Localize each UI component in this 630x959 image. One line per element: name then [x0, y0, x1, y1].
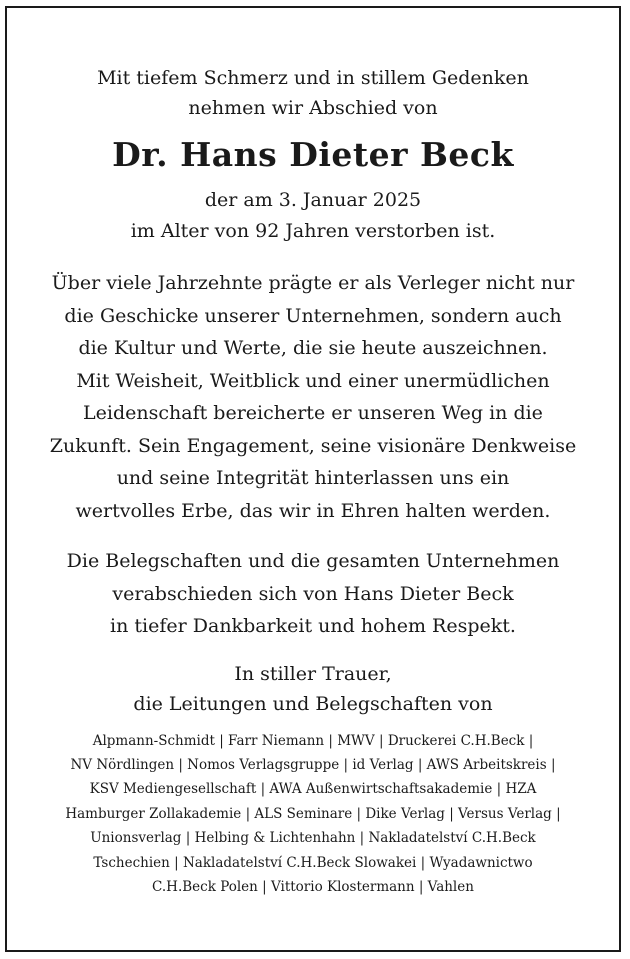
- tribute-line: die Kultur und Werte, die sie heute auszeichnen.: [78, 337, 548, 359]
- farewell-line: Die Belegschaften und die gesamten Unternehmen: [66, 550, 560, 572]
- farewell-paragraph: [21, 545, 605, 643]
- tribute-line: Über viele Jahrzehnte prägte er als Verleger nicht nur: [51, 272, 575, 294]
- obituary-content: [21, 8, 605, 899]
- intro-line: nehmen wir Abschied von: [188, 97, 438, 119]
- tribute-line: Zukunft. Sein Engagement, seine visionäre Denkweise: [49, 434, 577, 457]
- company-line: Alpmann-Schmidt | Farr Niemann | MWV | Druckerei C.H.Beck |: [92, 732, 534, 749]
- deceased-name: Dr. Hans Dieter Beck: [112, 135, 514, 174]
- mourning-line: die Leitungen und Belegschaften von: [133, 692, 493, 715]
- company-line: Hamburger Zollakademie | ALS Seminare | Dike Verlag | Versus Verlag |: [65, 805, 561, 822]
- death-notice: [21, 185, 605, 247]
- company-line: KSV Mediengesellschaft | AWA Außenwirtschaftsakademie | HZA: [89, 781, 537, 798]
- farewell-line: in tiefer Dankbarkeit und hohem Respekt.: [110, 615, 516, 637]
- mourning-line: In stiller Trauer,: [234, 662, 392, 685]
- company-line: Tschechien | Nakladatelství C.H.Beck Slowakei | Wyadawnictwo: [93, 854, 533, 871]
- intro-text: [21, 63, 605, 123]
- farewell-line: verabschieden sich von Hans Dieter Beck: [112, 582, 514, 605]
- tribute-line: Leidenschaft bereicherte er unseren Weg in die: [83, 402, 543, 424]
- intro-line: Mit tiefem Schmerz und in stillem Gedenken: [97, 67, 529, 89]
- company-line: C.H.Beck Polen | Vittorio Klostermann | Vahlen: [152, 878, 474, 895]
- company-line: Unionsverlag | Helbing & Lichtenhahn | Nakladatelství C.H.Beck: [90, 830, 536, 847]
- mourning-signoff: [21, 659, 605, 719]
- tribute-line: wertvolles Erbe, das wir in Ehren halten werden.: [75, 499, 551, 522]
- tribute-paragraph: [21, 267, 605, 527]
- company-list: [21, 729, 605, 900]
- death-line: der am 3. Januar 2025: [204, 189, 422, 211]
- tribute-line: und seine Integrität hinterlassen uns ein: [116, 467, 510, 489]
- death-line: im Alter von 92 Jahren verstorben ist.: [130, 220, 496, 242]
- company-line: NV Nördlingen | Nomos Verlagsgruppe | id Verlag | AWS Arbeitskreis |: [70, 756, 556, 773]
- obituary-frame: [5, 6, 621, 952]
- tribute-line: die Geschicke unserer Unternehmen, sondern auch: [64, 304, 562, 327]
- tribute-line: Mit Weisheit, Weitblick und einer unermüdlichen: [76, 369, 550, 392]
